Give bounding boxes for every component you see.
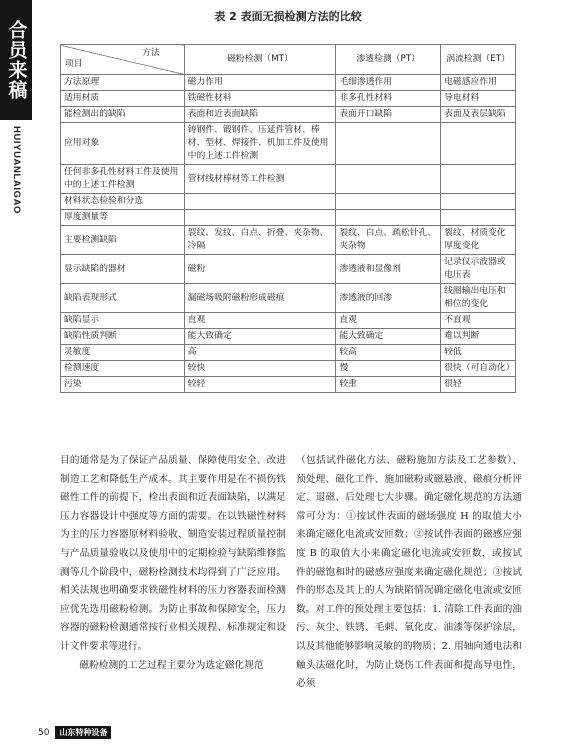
et-cell: 很快（可自动化）: [441, 361, 516, 377]
column-header-et: 涡流检测（ET）: [441, 45, 516, 75]
et-cell: 裂纹、材质变化厚度变化: [441, 226, 516, 255]
pt-cell: 表面开口缺陷: [336, 107, 441, 123]
mt-cell: 磁力作用: [184, 75, 336, 91]
mt-cell: 漏磁场吸附磁粉形成磁痕: [184, 284, 336, 313]
row-label-cell: 检测速度: [61, 361, 185, 377]
mt-cell: 表面和近表面缺陷: [184, 107, 336, 123]
table-row: [61, 329, 516, 345]
et-cell: 不直观: [441, 313, 516, 329]
body-paragraph: （包括试件磁化方法、磁粉施加方法及工艺参数）、预处理、磁化工件、施加磁粉或磁悬液、磁痕分析评定、退磁、后处理七大步骤。确定磁化规范的方法通常可分为：①按试件表面的磁场强度 H 的取值大小来确定磁化电流或安匝数；②按试件表面的磁感应强度 B 的取值大小来确定磁化电流或安匝数，或按试件的磁饱和时的磁感应强度来确定磁化规范；③按试件的形态及其上的人为缺陷情况确定磁化电流或安匝数。对工件的预处理主要包括：1. 清除工件表面的油污、灰尘、铁锈、毛刺、氧化皮、油漆等保护涂层，以及其他能够影响灵敏的的物质；2. 用轴向通电法和触头法磁化时，为防止烧伤工件表面和提高导电性，必须: [296, 455, 522, 690]
table-row: [61, 107, 516, 123]
body-column-left: [60, 452, 286, 675]
pt-cell: 较高: [336, 345, 441, 361]
mt-cell: 直观: [184, 313, 336, 329]
et-cell: [441, 194, 516, 210]
mt-cell: 较快: [184, 361, 336, 377]
row-label-cell: 材料状态检验和分选: [61, 194, 185, 210]
mt-cell: 管材线材棒材等工件检测: [184, 165, 336, 194]
table-corner-cell: [61, 45, 185, 75]
table-body: [61, 75, 516, 393]
pt-cell: [336, 123, 441, 165]
pt-cell: 渗透液和显像剂: [336, 255, 441, 284]
et-cell: 记录仪示波器或电压表: [441, 255, 516, 284]
table-row: [61, 210, 516, 226]
pt-cell: 毛细渗透作用: [336, 75, 441, 91]
row-label-cell: 应用对象: [61, 123, 185, 165]
table-row: [61, 284, 516, 313]
pt-cell: [336, 194, 441, 210]
table-row: [61, 194, 516, 210]
column-header-mt: 磁粉检测（MT）: [184, 45, 336, 75]
row-label-cell: 污染: [61, 377, 185, 393]
column-header-pt: 渗透检测（PT）: [336, 45, 441, 75]
body-paragraph: 磁粉检测的工艺过程主要分为选定磁化规范: [79, 659, 264, 671]
et-cell: 线圈输出电压和相位的变化: [441, 284, 516, 313]
section-banner: [0, 0, 32, 120]
mt-cell: 铁磁性材料: [184, 91, 336, 107]
section-title: 合员来稿: [5, 20, 28, 100]
pt-cell: [336, 210, 441, 226]
row-label-cell: 缺陷性质判断: [61, 329, 185, 345]
row-label-cell: 任何非多孔性材料工件及使用中的上述工件检测: [61, 165, 185, 194]
et-cell: 难以判断: [441, 329, 516, 345]
et-cell: [441, 210, 516, 226]
section-latin-title: HUIYUANLAIGAO: [11, 126, 22, 215]
mt-cell: 较轻: [184, 377, 336, 393]
page-footer: [38, 726, 111, 739]
pt-cell: 能大致确定: [336, 329, 441, 345]
pt-cell: 非多孔性材料: [336, 91, 441, 107]
et-cell: 表面及表层缺陷: [441, 107, 516, 123]
body-paragraph: 目的通常是为了保证产品质量、保障使用安全、改进制造工艺和降低生产成本。其主要作用是在不损伤铁磁性工件的前提下，检出表面和近表面缺陷，以满足压力容器设计中强度等方面的需要。在以铁磁性材料为主的压力容器原材料验收、制造安装过程质量控制与产品质量验收以及使用中的定期检验与缺陷维修监测等几个阶段中，磁粉检测技术均得到了广泛应用。相关法规也明确要求铁磁性材料的压力容器表面检测应优先选用磁粉检测。为防止事故和保障安全，压力容器的磁粉检测通常按行业相关规程、标准规定和设计文件要求等进行。: [60, 455, 286, 652]
pt-cell: [336, 165, 441, 194]
et-cell: [441, 123, 516, 165]
mt-cell: [184, 194, 336, 210]
row-label-cell: 缺陷显示: [61, 313, 185, 329]
row-label-cell: 适用材质: [61, 91, 185, 107]
table-row: [61, 255, 516, 284]
row-label-cell: 显示缺陷的器材: [61, 255, 185, 284]
corner-method-label: 方法: [142, 48, 160, 58]
et-cell: 导电材料: [441, 91, 516, 107]
table-header-row: [61, 45, 516, 75]
table-row: [61, 377, 516, 393]
table-row: [61, 226, 516, 255]
table-row: [61, 165, 516, 194]
mt-cell: 裂纹、发纹、白点、折叠、夹杂物、冷隔: [184, 226, 336, 255]
et-cell: [441, 165, 516, 194]
table-row: [61, 91, 516, 107]
pt-cell: 裂纹、白点、疏松针孔、夹杂物: [336, 226, 441, 255]
table-row: [61, 345, 516, 361]
table-title: 表 2 表面无损检测方法的比较: [214, 10, 362, 23]
magazine-name: 山东特种设备: [55, 726, 111, 739]
mt-cell: 高: [184, 345, 336, 361]
pt-cell: 直观: [336, 313, 441, 329]
comparison-table: [60, 44, 516, 393]
mt-cell: 能大致确定: [184, 329, 336, 345]
pt-cell: 慢: [336, 361, 441, 377]
row-label-cell: 主要检测缺陷: [61, 226, 185, 255]
mt-cell: [184, 210, 336, 226]
table-row: [61, 361, 516, 377]
row-label-cell: 厚度测量等: [61, 210, 185, 226]
body-column-right: [296, 452, 522, 694]
table-row: [61, 123, 516, 165]
et-cell: 电磁感应作用: [441, 75, 516, 91]
row-label-cell: 能检测出的缺陷: [61, 107, 185, 123]
pt-cell: 渗透液的回渗: [336, 284, 441, 313]
row-label-cell: 缺陷表现形式: [61, 284, 185, 313]
table-row: [61, 75, 516, 91]
mt-cell: 铸钢件、锻钢件、压延件管材、棒材、型材、焊接件、机加工件及使用中的上述工件检测: [184, 123, 336, 165]
table-row: [61, 313, 516, 329]
mt-cell: 磁粉: [184, 255, 336, 284]
corner-item-label: 项目: [65, 59, 83, 69]
et-cell: 很轻: [441, 377, 516, 393]
pt-cell: 较重: [336, 377, 441, 393]
row-label-cell: 方法原理: [61, 75, 185, 91]
page-number: 50: [38, 727, 50, 738]
et-cell: 较低: [441, 345, 516, 361]
row-label-cell: 灵敏度: [61, 345, 185, 361]
